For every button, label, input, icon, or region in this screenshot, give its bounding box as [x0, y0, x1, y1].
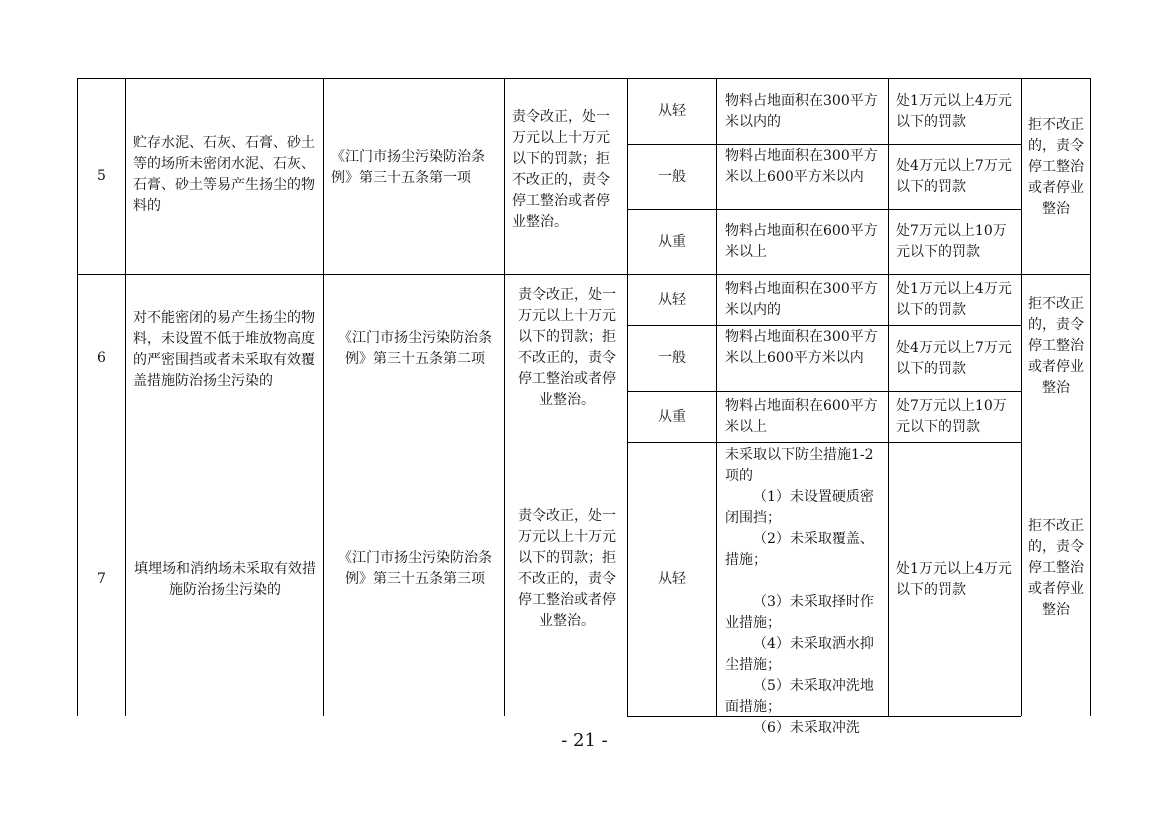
col-line	[125, 78, 126, 716]
row-number: 7	[97, 571, 106, 587]
discretion-level: 一般	[658, 350, 686, 366]
circumstance: 物料占地面积在300平方米以内的	[725, 93, 878, 130]
penalty-provision: 责令改正，处一万元以上十万元以下的罚款；拒不改正的，责令停工整治或者停业整治。	[512, 109, 610, 230]
violation-behavior: 对不能密闭的易产生扬尘的物料，未设置不低于堆放物高度的严密围挡或者未采取有效覆盖措施防治扬尘污染的	[133, 310, 315, 389]
violation-behavior: 填埋场和消纳场未采取有效措施防治扬尘污染的	[134, 561, 316, 598]
penalty-standard: 处1万元以上4万元以下的罚款	[896, 561, 1012, 598]
circumstance: 物料占地面积在600平方米以上	[725, 223, 878, 260]
circumstance: 物料占地面积在600平方米以上	[725, 398, 878, 435]
circumstance-line: （6）未采取冲洗	[753, 720, 860, 736]
penalty-standard: 处7万元以上10万元以下的罚款	[896, 223, 1007, 260]
penalty-standard: 处1万元以上4万元以下的罚款	[896, 281, 1012, 318]
row-number: 6	[97, 350, 106, 366]
discretion-level: 从轻	[658, 103, 686, 119]
penalty-standard: 处7万元以上10万元以下的罚款	[896, 398, 1007, 435]
col-line	[504, 78, 505, 716]
remark: 拒不改正的，责令停工整治或者停业整治	[1028, 296, 1084, 396]
penalty-provision: 责令改正，处一万元以上十万元以下的罚款；拒不改正的，责令停工整治或者停业整治。	[518, 508, 616, 629]
penalty-provision: 责令改正，处一万元以上十万元以下的罚款；拒不改正的，责令停工整治或者停业整治。	[518, 287, 616, 408]
discretion-level: 从轻	[658, 571, 686, 587]
row-line	[77, 274, 1091, 275]
col-line	[888, 78, 889, 716]
penalty-standard: 处4万元以上7万元以下的罚款	[896, 340, 1012, 377]
legal-basis: 《江门市扬尘污染防治条例》第三十五条第一项	[331, 149, 485, 186]
circumstance-line: （3）未采取择时作业措施；	[725, 594, 874, 631]
penalty-standard: 处1万元以上4万元以下的罚款	[896, 93, 1012, 130]
circumstance-line: （4）未采取洒水抑尘措施；	[725, 636, 874, 673]
circumstance-line: （1）未设置硬质密闭围挡；	[725, 489, 874, 526]
remark: 拒不改正的，责令停工整治或者停业整治	[1028, 117, 1084, 217]
col-line	[323, 78, 324, 716]
circumstance: 物料占地面积在300平方米以上600平方米以内	[725, 329, 878, 366]
discretion-level: 从轻	[658, 291, 686, 308]
discretion-level: 从重	[658, 408, 686, 425]
discretion-level: 从重	[658, 233, 686, 250]
circumstance-line: （2）未采取覆盖、措施；	[725, 531, 874, 568]
legal-basis: 《江门市扬尘污染防治条例》第三十五条第二项	[338, 330, 492, 367]
circumstance-line: 未采取以下防尘措施1-2项的	[725, 447, 874, 484]
circumstance: 物料占地面积在300平方米以上600平方米以内	[725, 148, 878, 185]
penalty-standard: 处4万元以上7万元以下的罚款	[896, 158, 1012, 195]
page-number: - 21 -	[561, 730, 608, 751]
row-line	[77, 78, 1091, 79]
circumstance: 物料占地面积在300平方米以内的	[725, 281, 878, 318]
remark: 拒不改正的，责令停工整治或者停业整治	[1028, 518, 1084, 618]
col-line	[1021, 78, 1022, 716]
circumstance-list	[725, 445, 885, 739]
col-line	[716, 78, 717, 716]
col-line	[1090, 78, 1091, 716]
discretion-level: 一般	[658, 168, 686, 185]
violation-behavior: 贮存水泥、石灰、石膏、砂土等的场所未密闭水泥、石灰、石膏、砂土等易产生扬尘的物料的	[133, 135, 315, 214]
circumstance-line: （5）未采取冲洗地面措施；	[725, 678, 874, 715]
legal-basis: 《江门市扬尘污染防治条例》第三十五条第三项	[338, 550, 492, 587]
row-number: 5	[97, 168, 106, 184]
